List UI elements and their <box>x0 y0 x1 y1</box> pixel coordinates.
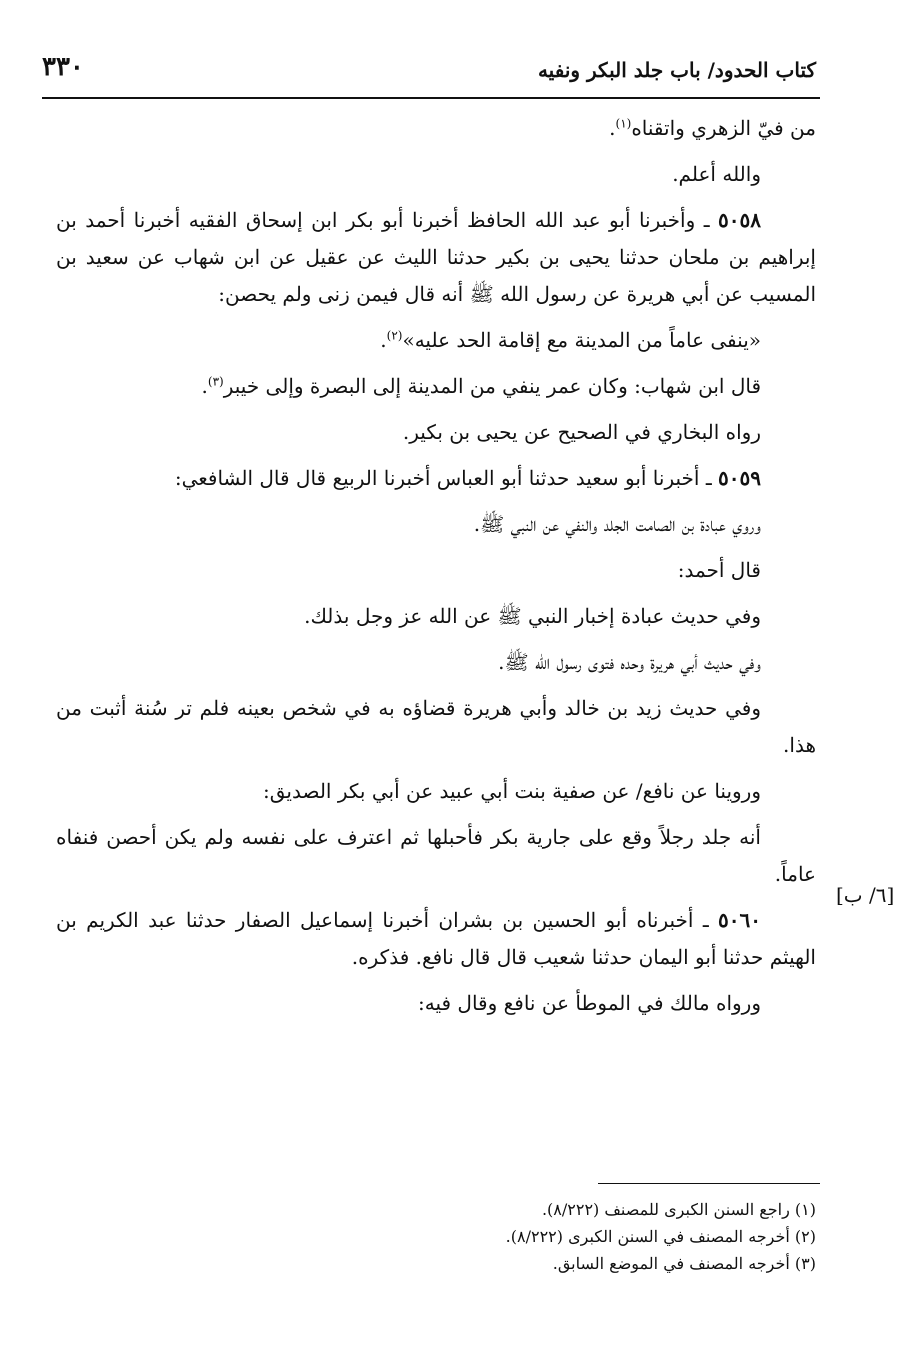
footnote-ref: (٣) <box>207 374 224 389</box>
hadith-5058: ٥٠٥٨ ـ وأخبرنا أبو عبد الله الحافظ أخبرنا أبو بكر ابن إسحاق الفقيه أخبرنا أحمد بن إبراهيم بن ملحان حدثنا يحيى بن بكير حدثنا الليث عن عقيل عن ابن شهاب عن سعيد بن المسيب عن أبي هريرة عن رسول الله ﷺ أنه قال فيمن زنى ولم يحصن: <box>56 208 816 306</box>
paragraph: أنه جلد رجلاً وقع على جارية بكر فأحبلها ثم اعترف على نفسه ولم يكن أحصن فنفاه عاماً. <box>56 825 816 886</box>
paragraph: والله أعلم. <box>672 162 761 186</box>
footnote-1: (١) راجع السنن الكبرى للمصنف (٨/٢٢٢). <box>541 1200 816 1219</box>
footnotes <box>116 1196 816 1277</box>
paragraph: ورواه مالك في الموطأ عن نافع وقال فيه: <box>418 991 761 1015</box>
hadith-5059: ٥٠٥٩ ـ أخبرنا أبو سعيد حدثنا أبو العباس أخبرنا الربيع قال قال الشافعي: <box>174 466 761 490</box>
paragraph: «ينفى عاماً من المدينة مع إقامة الحد عليه»$^{(٢)}$. <box>380 328 761 352</box>
main-text <box>56 110 816 1031</box>
header-rule <box>42 97 820 99</box>
paragraph: رواه البخاري في الصحيح عن يحيى بن بكير. <box>402 420 761 444</box>
running-header-title: كتاب الحدود/ باب جلد البكر ونفيه <box>537 58 816 82</box>
hadith-number: ٥٠٥٨ <box>718 208 761 232</box>
footnote-rule <box>598 1183 820 1184</box>
paragraph: من فيّ الزهري واتقناه$^{(١)}$. <box>609 116 816 140</box>
paragraph: قال أحمد: <box>677 558 761 582</box>
footnote-ref: (٢) <box>386 328 403 343</box>
paragraph: وفي حديث زيد بن خالد وأبي هريرة قضاؤه به في شخص بعينه فلم تر سُنة أثبت من هذا. <box>56 696 816 757</box>
paragraph: وفي حديث عبادة إخبار النبي ﷺ عن الله عز وجل بذلك. <box>304 604 761 628</box>
paragraph: وروي عبادة بن الصامت الجلد والنفي عن النبي ﷺ. <box>473 512 761 536</box>
hadith-5060: ٥٠٦٠ ـ أخبرناه أبو الحسين بن بشران أخبرنا إسماعيل الصفار حدثنا عبد الكريم بن الهيثم حدثنا أبو اليمان حدثنا شعيب قال قال نافع. فذكره. <box>56 908 816 969</box>
paragraph: وفي حديث أبي هريرة وحده فتوى رسول الله ﷺ. <box>498 650 761 674</box>
paragraph: قال ابن شهاب: وكان عمر ينفي من المدينة إلى البصرة وإلى خيبر$^{(٣)}$. <box>201 374 761 398</box>
footnote-3: (٣) أخرجه المصنف في الموضع السابق. <box>552 1254 816 1273</box>
footnote-ref: (١) <box>615 116 632 131</box>
hadith-number: ٥٠٦٠ <box>718 908 761 932</box>
footnote-2: (٢) أخرجه المصنف في السنن الكبرى (٨/٢٢٢). <box>505 1227 816 1246</box>
hadith-number: ٥٠٥٩ <box>718 466 761 490</box>
paragraph: وروينا عن نافع/ عن صفية بنت أبي عبيد عن أبي بكر الصديق: <box>263 779 761 803</box>
manuscript-folio-marker: [٦/ ب] <box>836 883 895 907</box>
page-number: ٣٣٠ <box>42 52 84 82</box>
